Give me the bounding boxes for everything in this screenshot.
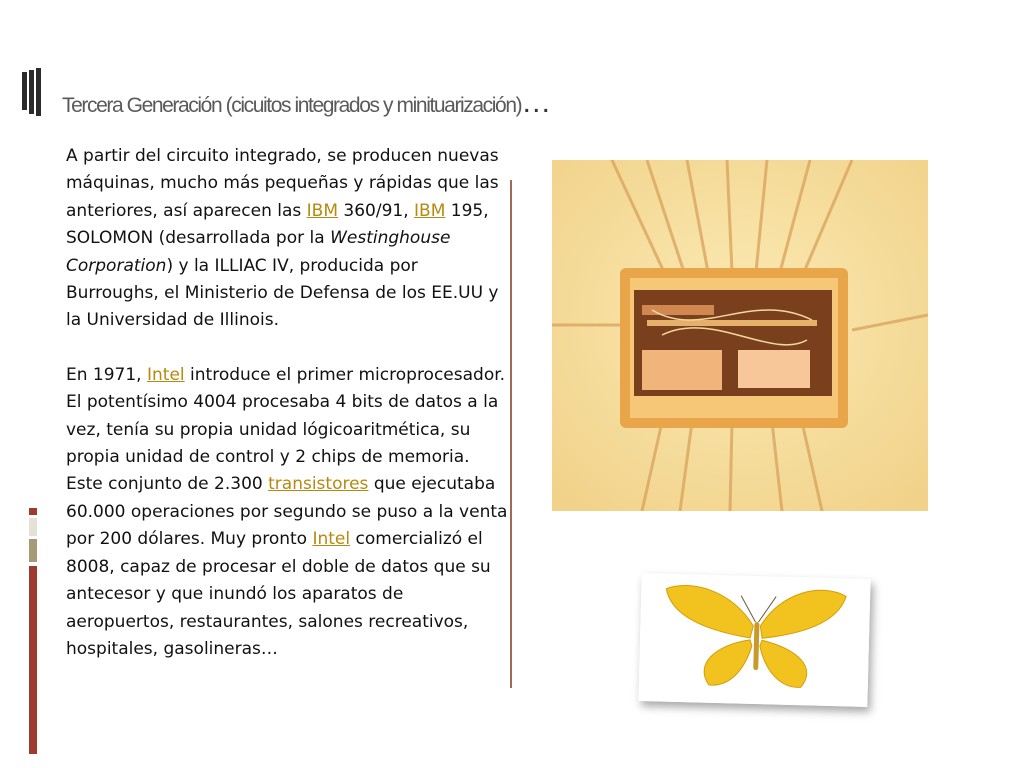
yellow-butterfly-photo [638, 573, 870, 707]
paragraph-ibm [66, 143, 511, 335]
westinghouse-italic: Westinghouse Corporation [66, 228, 451, 276]
intel-link[interactable]: Intel [312, 529, 351, 550]
accent-bar-tan [29, 539, 37, 562]
accent-bar-red-long [29, 566, 37, 754]
text-run: comercializó el 8008, capaz de procesar el doble de datos que su antecesor y que inundó los aparatos de aeropuertos, restaurantes, salones recreativos, hospitales, gasolineras… [66, 529, 491, 659]
butterfly-image [638, 573, 870, 707]
title-mark-bar [29, 70, 34, 114]
text-run: A partir del circuito integrado, se producen nuevas máquinas, mucho más pequeñas y rápidas que las anteriores, así aparecen las [66, 146, 499, 221]
accent-bar-light [29, 518, 37, 536]
slide-title [62, 86, 553, 120]
text-run: En 1971, [66, 364, 147, 385]
text-run: que ejecutaba 60.000 operaciones por segundo se puso a la venta por 200 dólares. Muy pronto [66, 474, 508, 550]
ibm-link[interactable]: IBM [306, 200, 338, 221]
chip-image [552, 160, 928, 511]
accent-bar-red [29, 508, 37, 515]
slide-title-ellipsis: … [521, 86, 554, 119]
title-mark-bar [22, 72, 27, 110]
text-run: introduce el primer microprocesador. El potentísimo 4004 procesaba 4 bits de datos a la vez, tenía su propia unidad lógicoaritmética, su propia unidad de control y 2 chips de memoria. Este conjunto de 2.300 [66, 364, 506, 495]
text-run: ) y la ILLIAC IV, producida por Burroughs, el Ministerio de Defensa de los EE.UU y la Universidad de Illinois. [66, 255, 499, 331]
vertical-divider [510, 180, 512, 688]
title-mark-bar [36, 68, 41, 116]
ibm-link[interactable]: IBM [414, 200, 446, 221]
intel-link[interactable]: Intel [147, 364, 185, 385]
paragraph-intel [66, 362, 511, 663]
integrated-circuit-photo [552, 160, 928, 511]
text-run: 360/91, [338, 200, 415, 221]
slide-body [66, 143, 511, 663]
text-run: 195, SOLOMON (desarrollada por la [66, 200, 489, 249]
slide-title-text: Tercera Generación (cicuitos integrados y minituarización) [62, 94, 522, 117]
transistores-link[interactable]: transistores [268, 474, 369, 495]
